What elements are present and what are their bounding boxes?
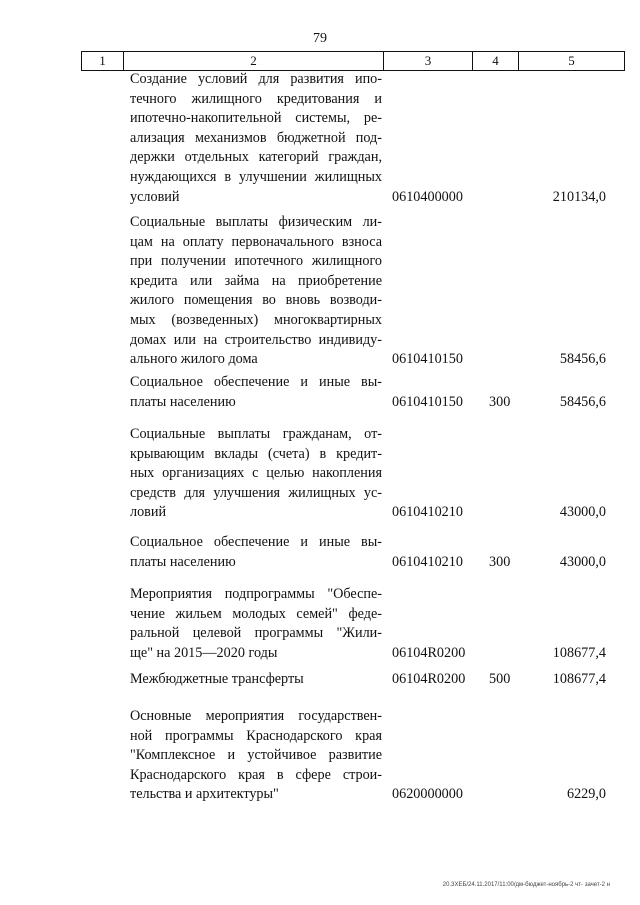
row-target-code: 0620000000: [392, 786, 463, 803]
description-line: Социальные выплаты физическим ли-: [130, 214, 382, 230]
description-line: Создание условий для развития ипо-: [130, 71, 382, 87]
description-line: течного жилищного кредитования и: [130, 90, 382, 107]
row-amount: 210134,0: [552, 188, 606, 205]
row-description: [130, 213, 382, 370]
description-line: Социальные выплаты гражданам, от-: [130, 426, 382, 442]
row-target-code: 0610410210: [392, 504, 463, 521]
description-line: нуждающихся в улучшении жилищных: [130, 168, 382, 185]
row-target-code: 0610400000: [392, 188, 463, 205]
description-line: чение жильем молодых семей" феде-: [130, 605, 382, 622]
row-expense-type: 300: [489, 553, 511, 570]
row-target-code: 06104R0200: [392, 671, 466, 687]
document-footer: 20.3XEБ/24.11.2017/11:00/дм-бюджет-ноябрь-2 чт- зачет-2 н: [442, 882, 610, 888]
description-line: ального жилого дома: [130, 351, 258, 368]
table-header: [81, 51, 625, 71]
row-amount: 58456,6: [559, 351, 606, 368]
description-line: ральной целевой программы "Жили-: [130, 625, 382, 642]
row-amount: 43000,0: [559, 504, 606, 521]
row-amount: 43000,0: [559, 553, 606, 570]
row-target-code: 06104R0200: [392, 644, 466, 661]
description-line: Социальное обеспечение и иные вы-: [130, 374, 382, 390]
row-description: [130, 70, 382, 207]
description-line: Основные мероприятия государствен-: [130, 708, 382, 724]
description-line: ипотечно-накопительной системы, ре-: [130, 110, 382, 127]
description-line: средств для улучшения жилищных ус-: [130, 484, 382, 501]
header-col-2: 2: [124, 52, 384, 70]
row-target-code: 0610410210: [392, 553, 463, 570]
description-line: "Комплексное и устойчивое развитие: [130, 747, 382, 764]
description-line: кредита или займа на приобретение: [130, 272, 382, 289]
description-line: Межбюджетные трансферты: [130, 671, 304, 687]
row-description: [130, 585, 382, 663]
description-line: цам на оплату первоначального взноса: [130, 233, 382, 250]
row-target-code: 0610410150: [392, 351, 463, 368]
header-col-1: 1: [82, 52, 124, 70]
row-description: [130, 533, 382, 572]
description-line: условий: [130, 188, 180, 205]
description-line: платы населению: [130, 553, 236, 570]
row-description: [130, 425, 382, 523]
header-col-5: 5: [519, 52, 625, 70]
description-line: при получении ипотечного жилищного: [130, 253, 382, 270]
row-expense-type: 300: [489, 393, 511, 410]
row-expense-type: 500: [489, 671, 511, 687]
description-line: держки отдельных категорий граждан,: [130, 149, 382, 166]
description-line: ализация механизмов бюджетной под-: [130, 129, 382, 146]
description-line: ловий: [130, 504, 167, 521]
row-description: [130, 373, 382, 412]
description-line: ще" на 2015—2020 годы: [130, 644, 278, 661]
description-line: ной программы Краснодарского края: [130, 727, 382, 744]
row-description: [130, 707, 382, 805]
description-line: Краснодарского края в сфере строи-: [130, 766, 382, 783]
description-line: Социальное обеспечение и иные вы-: [130, 534, 382, 550]
description-line: ных организациях с целью накопления: [130, 465, 382, 482]
header-col-4: 4: [473, 52, 519, 70]
row-amount: 58456,6: [559, 393, 606, 410]
description-line: мых (возведенных) многоквартирных: [130, 311, 382, 328]
description-line: платы населению: [130, 393, 236, 410]
page-number: 79: [313, 31, 327, 46]
row-description: [130, 670, 382, 690]
description-line: домах или на строительство индивиду-: [130, 331, 382, 348]
header-col-3: 3: [384, 52, 473, 70]
description-line: тельства и архитектуры": [130, 786, 279, 803]
description-line: крывающим вклады (счета) в кредит-: [130, 445, 382, 462]
row-amount: 6229,0: [566, 786, 606, 803]
row-target-code: 0610410150: [392, 393, 463, 410]
description-line: жилого помещения во вновь возводи-: [130, 292, 382, 309]
row-amount: 108677,4: [552, 644, 606, 661]
description-line: Мероприятия подпрограммы "Обеспе-: [130, 586, 382, 602]
row-amount: 108677,4: [552, 671, 606, 687]
